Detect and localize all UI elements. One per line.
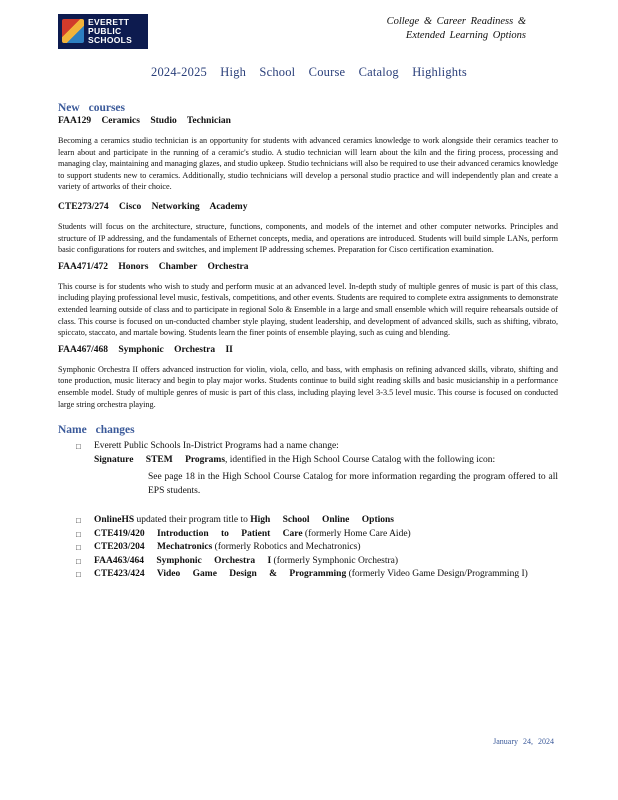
list-item xyxy=(58,440,558,467)
bullet-icon: □ xyxy=(76,570,81,580)
renamed-item-new-title: High School Online Options xyxy=(250,515,394,526)
course-description: Symphonic Orchestra II offers advanced instruction for violin, viola, cello, and bass, with emphasis on refining advanced skills, vibrato, shifting and tone production, music literacy and begin to play major works. Students continue to build sight reading skills and basic musicianship in a performance ensemble model. Study of multiple genres of music is part of this class, including playing level 3-3.5 level music. This course is focused on conducted large string orchestra playing. xyxy=(58,364,558,409)
name-changes-list xyxy=(58,440,558,467)
bullet-icon: □ xyxy=(76,442,81,452)
bullet-icon: □ xyxy=(76,543,81,553)
renamed-item-text: (formerly Robotics and Mechatronics) xyxy=(212,542,361,553)
bullet-icon: □ xyxy=(76,516,81,526)
course-title: FAA471/472 Honors Chamber Orchestra xyxy=(58,261,249,272)
renamed-item-text: (formerly Video Game Design/Programming I) xyxy=(346,569,528,580)
course-description: Becoming a ceramics studio technician is an opportunity for students with advanced ceramics knowledge to work alongside their ceramics teacher to learn about and participate in the running of a ceramic's studio. A studio technician will learn about the kiln and the firing process, processing and managing clay, maintaining and managing glazes, and studio upkeep. Studio technicians will also be required to use their advanced ceramics knowledge to support students new to ceramics. Additionally, studio technicians will develop a personal studio practice and will independently plan and create a variety of artworks of their choice. xyxy=(58,136,558,192)
footer-date: January 24, 2024 xyxy=(493,737,554,746)
document-body xyxy=(58,102,558,582)
renamed-item-text: updated their program title to xyxy=(134,515,251,526)
renamed-item-title: OnlineHS xyxy=(94,515,135,526)
renamed-item-title: CTE419/420 Introduction to Patient Care xyxy=(94,528,303,539)
everett-public-schools-logo xyxy=(58,14,148,49)
course-block xyxy=(58,116,558,193)
signature-programs-label: Signature STEM Programs xyxy=(94,454,226,465)
document-title: 2024-2025 High School Course Catalog Highlights xyxy=(151,65,467,79)
logo-mark-icon xyxy=(58,14,88,49)
list-item xyxy=(58,528,558,542)
signature-programs-text: , identified in the High School Course Catalog with the following icon: xyxy=(225,454,496,465)
list-item xyxy=(58,555,558,569)
catalog-reference-note: See page 18 in the High School Course Catalog for more information regarding the program offered to all EPS students. xyxy=(148,472,558,496)
course-title: CTE273/274 Cisco Networking Academy xyxy=(58,201,248,212)
renamed-item-text: (formerly Symphonic Orchestra) xyxy=(271,555,399,566)
renamed-courses-list xyxy=(58,514,558,582)
course-block xyxy=(58,345,558,410)
course-block xyxy=(58,202,558,256)
course-title: FAA467/468 Symphonic Orchestra II xyxy=(58,344,233,355)
header-line-1: College & Career Readiness & xyxy=(386,16,526,27)
course-title: FAA129 Ceramics Studio Technician xyxy=(58,116,231,126)
list-item xyxy=(58,568,558,582)
header-department xyxy=(387,15,526,43)
name-changes-section xyxy=(58,424,558,582)
course-description: This course is for students who wish to study and perform music at an advanced level. In-depth study of multiple genres of music is part of this class, including playing professional level music, festivals, competitions, and other events. Students are required to complete extra assignments to demonstrate extended learning outside of class and to participate in regional Solo & Ensemble in a large and small ensemble which will require rehearsals outside of class. This course is focused on un-conducted chamber style playing, student leadership, and development of advanced skills, such as shifting, vibrato, spiccato, staccato, and martale bowing. Students learn the finer points of ensemble playing, such as cuing and blending. xyxy=(58,281,558,338)
list-item xyxy=(58,541,558,555)
renamed-item-title: FAA463/464 Symphonic Orchestra I xyxy=(94,555,272,566)
course-block xyxy=(58,262,558,339)
list-item xyxy=(58,514,558,528)
bullet-icon: □ xyxy=(76,529,81,539)
logo-text: EVERETT PUBLIC SCHOOLS xyxy=(88,17,133,45)
name-changes-heading: Name changes xyxy=(58,424,135,437)
new-courses-heading: New courses xyxy=(58,102,125,114)
renamed-item-title: CTE423/424 Video Game Design & Programming xyxy=(94,569,347,580)
renamed-item-text: (formerly Home Care Aide) xyxy=(302,528,411,539)
course-description: Students will focus on the architecture, structure, functions, components, and models of the internet and other computer networks. Principles and structure of IP addressing, and the fundamentals of Ethernet concepts, media, and operations are introduced. Students will build simple LANs, perform basic configurations for routers and switches, and implement IP addressing schemes. Preparation for Cisco certification examination. xyxy=(58,221,558,255)
bullet-icon: □ xyxy=(76,556,81,566)
name-change-intro: Everett Public Schools In-District Programs had a name change: xyxy=(94,441,339,452)
header-line-2: Extended Learning Options xyxy=(405,30,526,41)
renamed-item-title: CTE203/204 Mechatronics xyxy=(94,542,213,553)
